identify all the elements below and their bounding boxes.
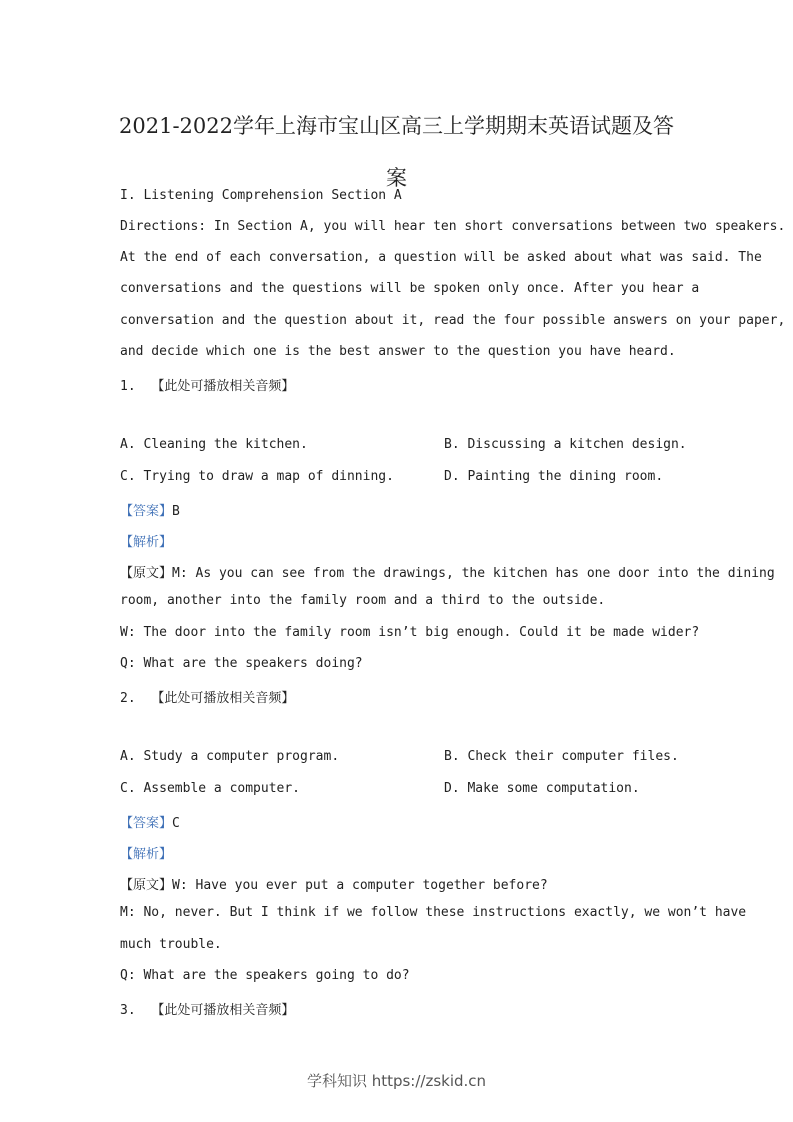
audio-placeholder[interactable]: 【此处可播放相关音频】 — [151, 1003, 295, 1018]
directions-line: At the end of each conversation, a question will be asked about what was said. The — [120, 250, 762, 265]
analysis-tag: 【解析】 — [120, 535, 173, 550]
original-tag: 【原文】 — [120, 878, 173, 893]
option-c: C. Trying to draw a map of dinning. — [120, 469, 394, 484]
answer-tag: 【答案】 — [120, 504, 173, 519]
analysis-tag: 【解析】 — [120, 847, 173, 862]
directions-line: conversation and the question about it, read the four possible answers on your paper, — [120, 313, 786, 328]
transcript-line: Q: What are the speakers going to do? — [120, 968, 410, 983]
answer-value: C — [172, 816, 180, 831]
audio-placeholder[interactable]: 【此处可播放相关音频】 — [151, 691, 295, 706]
option-d: D. Make some computation. — [444, 781, 640, 796]
question-1-header — [120, 375, 294, 394]
transcript-line: M: No, never. But I think if we follow these instructions exactly, we won’t have — [120, 905, 747, 920]
answer-line — [120, 500, 180, 519]
transcript-line — [120, 562, 775, 581]
transcript-text: W: Have you ever put a computer together before? — [172, 878, 548, 893]
footer-watermark[interactable]: 学科知识 https://zskid.cn — [306, 1072, 487, 1090]
answer-tag: 【答案】 — [120, 816, 173, 831]
title-line-2: 案 — [386, 166, 407, 190]
transcript-line — [120, 874, 548, 893]
transcript-line: Q: What are the speakers doing? — [120, 656, 363, 671]
original-tag: 【原文】 — [120, 566, 173, 581]
audio-placeholder[interactable]: 【此处可播放相关音频】 — [151, 379, 295, 394]
directions-line: Directions: In Section A, you will hear ten short conversations between two speakers. — [120, 219, 786, 234]
option-c: C. Assemble a computer. — [120, 781, 301, 796]
option-a: A. Cleaning the kitchen. — [120, 437, 308, 452]
title-line-1: 2021-2022学年上海市宝山区高三上学期期末英语试题及答 — [119, 114, 674, 138]
answer-value: B — [172, 504, 180, 519]
answer-line — [120, 812, 180, 831]
option-d: D. Painting the dining room. — [444, 469, 664, 484]
transcript-line: room, another into the family room and a third to the outside. — [120, 593, 606, 608]
question-number: 3. — [120, 1003, 136, 1018]
question-number: 1. — [120, 379, 136, 394]
question-2-header — [120, 687, 294, 706]
question-number: 2. — [120, 691, 136, 706]
option-a: A. Study a computer program. — [120, 749, 340, 764]
option-b: B. Check their computer files. — [444, 749, 679, 764]
option-b: B. Discussing a kitchen design. — [444, 437, 687, 452]
section-heading: I. Listening Comprehension Section A — [120, 188, 402, 203]
transcript-line: much trouble. — [120, 937, 222, 952]
question-3-header — [120, 999, 294, 1018]
transcript-text: M: As you can see from the drawings, the kitchen has one door into the dining — [172, 566, 775, 581]
directions-line: conversations and the questions will be spoken only once. After you hear a — [120, 281, 700, 296]
directions-line: and decide which one is the best answer to the question you have heard. — [120, 344, 676, 359]
transcript-line: W: The door into the family room isn’t big enough. Could it be made wider? — [120, 625, 700, 640]
